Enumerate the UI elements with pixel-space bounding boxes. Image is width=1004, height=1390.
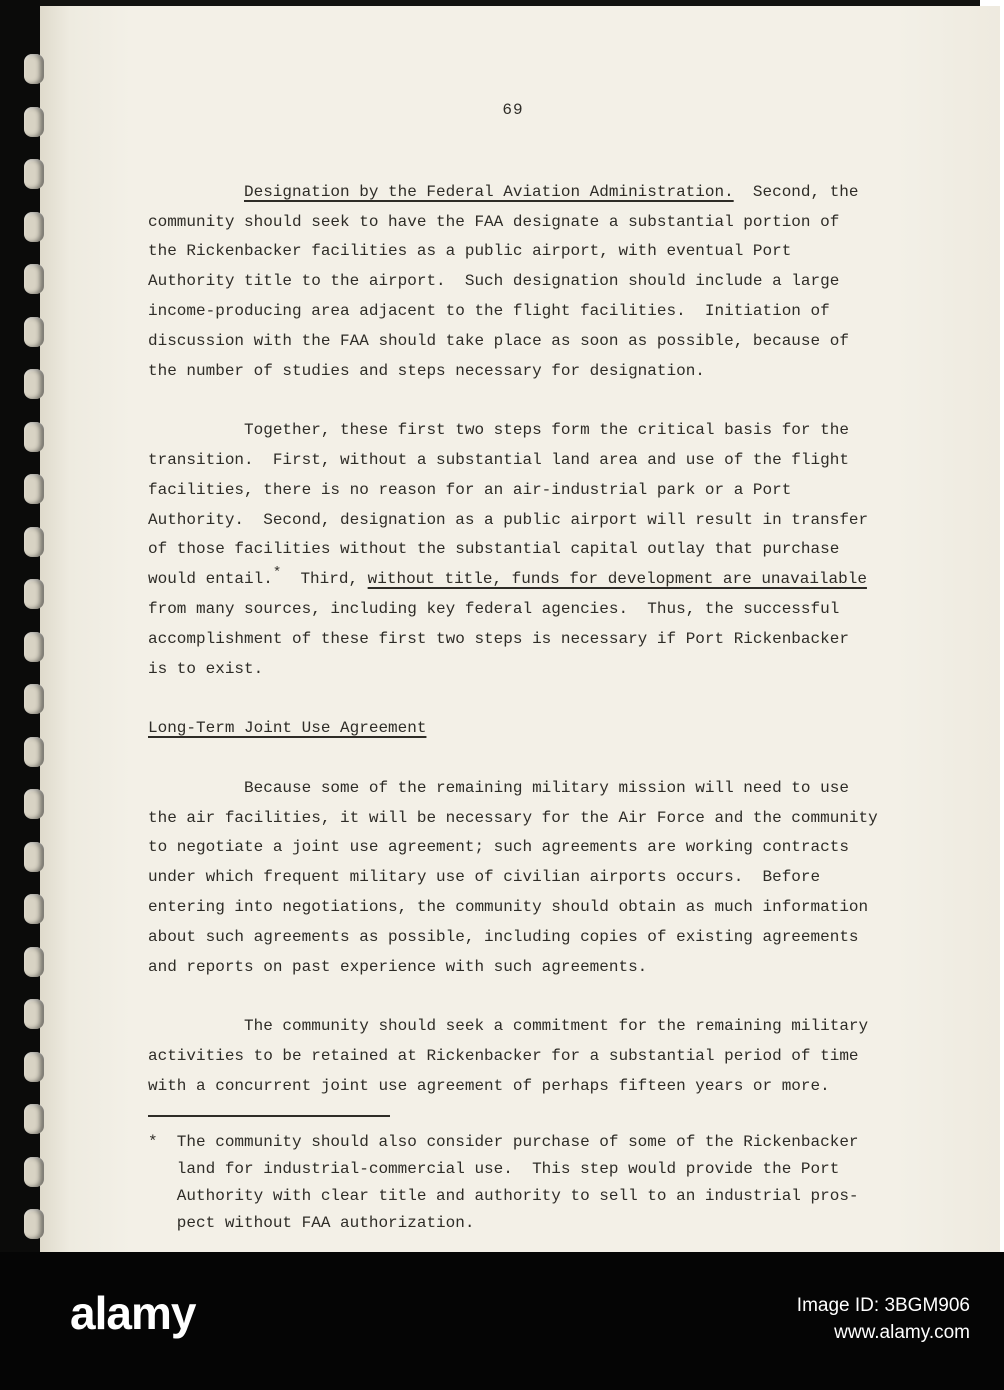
watermark-image-id: Image ID: 3BGM906 (796, 1295, 970, 1316)
binding-tooth (24, 789, 44, 819)
binding-tooth (24, 107, 44, 137)
text-line: to negotiate a joint use agreement; such agreements are working contracts (148, 838, 849, 857)
watermark-url: www.alamy.com (834, 1322, 970, 1343)
binding-tooth (24, 737, 44, 767)
text-segment: Third, (281, 570, 368, 589)
inline-underlined-heading: Designation by the Federal Aviation Administration. (244, 182, 734, 201)
text-line: of those facilities without the substantial capital outlay that purchase (148, 540, 840, 559)
binding-tooth (24, 474, 44, 504)
binding-tooth (24, 894, 44, 924)
text-line: Together, these first two steps form the critical basis for the (148, 421, 849, 440)
binding-tooth (24, 842, 44, 872)
text-line: The community should seek a commitment for the remaining military (148, 1017, 869, 1036)
alamy-watermark-bar (0, 1252, 1004, 1390)
text-line: entering into negotiations, the community should obtain as much information (148, 897, 869, 916)
text-line: and reports on past experience with such agreements. (148, 957, 648, 976)
text-segment: would entail. (148, 570, 273, 589)
watermark-info (797, 1292, 970, 1346)
binding-tooth (24, 632, 44, 662)
binding-tooth (24, 422, 44, 452)
text-line (148, 178, 958, 208)
text-line: is to exist. (148, 659, 264, 678)
paragraph-two-steps (148, 416, 958, 684)
text-line: Authority. Second, designation as a public airport will result in transfer (148, 510, 869, 529)
footnote-line: * The community should also consider purchase of some of the Rickenbacker (148, 1132, 859, 1151)
text-line: income-producing area adjacent to the flight facilities. Initiation of (148, 301, 830, 320)
binding-tooth (24, 1157, 44, 1187)
paragraph-joint-use (148, 774, 958, 983)
text-segment: Second, the (733, 182, 859, 201)
binding-tooth (24, 212, 44, 242)
binding-tooth (24, 579, 44, 609)
binding-tooth (24, 1104, 44, 1134)
text-line: Because some of the remaining military mission will need to use (148, 778, 849, 797)
text-line: the number of studies and steps necessary for designation. (148, 361, 705, 380)
binding-tooth (24, 684, 44, 714)
text-line: accomplishment of these first two steps is necessary if Port Rickenbacker (148, 629, 849, 648)
binding-tooth (24, 1052, 44, 1082)
text-line: transition. First, without a substantial land area and use of the flight (148, 450, 849, 469)
text-line: Authority title to the airport. Such designation should include a large (148, 272, 840, 291)
binding-tooth (24, 264, 44, 294)
text-line: community should seek to have the FAA designate a substantial portion of (148, 212, 840, 231)
binding-tooth (24, 317, 44, 347)
inline-underlined-phrase: without title, funds for development are unavailable (367, 570, 867, 589)
spiral-binding (0, 0, 40, 1390)
text-line: activities to be retained at Rickenbacker for a substantial period of time (148, 1046, 859, 1065)
footnote-marker-superscript: * (272, 565, 282, 582)
binding-tooth (24, 159, 44, 189)
section-heading-long-term-joint-use (148, 714, 958, 744)
text-line: under which frequent military use of civilian airports occurs. Before (148, 868, 821, 887)
footnote-line: land for industrial-commercial use. This step would provide the Port (148, 1159, 840, 1178)
document-page (36, 6, 1000, 1252)
binding-tooth (24, 1209, 44, 1239)
paragraph-commitment (148, 1012, 958, 1101)
footnote-line: Authority with clear title and authority to sell to an industrial pros- (148, 1186, 859, 1205)
text-line: with a concurrent joint use agreement of perhaps fifteen years or more. (148, 1076, 830, 1095)
page-content (148, 6, 958, 1237)
text-line: discussion with the FAA should take place as soon as possible, because of (148, 331, 849, 350)
binding-tooth (24, 999, 44, 1029)
text-line: from many sources, including key federal agencies. Thus, the successful (148, 599, 840, 618)
page-number: 69 (502, 101, 524, 119)
binding-tooth (24, 527, 44, 557)
footnote (148, 1129, 958, 1237)
footnote-line: pect without FAA authorization. (148, 1213, 475, 1232)
footnote-rule (148, 1115, 390, 1117)
text-line: the air facilities, it will be necessary for the Air Force and the community (148, 808, 878, 827)
text-line: facilities, there is no reason for an air-industrial park or a Port (148, 480, 792, 499)
binding-tooth (24, 54, 44, 84)
binding-tooth (24, 369, 44, 399)
text-line (148, 565, 958, 595)
underlined-heading-text: Long-Term Joint Use Agreement (148, 719, 427, 738)
alamy-logo: alamy (70, 1287, 196, 1339)
text-line: the Rickenbacker facilities as a public airport, with eventual Port (148, 242, 792, 261)
binding-tooth (24, 947, 44, 977)
text-line: about such agreements as possible, including copies of existing agreements (148, 927, 859, 946)
paragraph-faa-designation (148, 178, 958, 387)
